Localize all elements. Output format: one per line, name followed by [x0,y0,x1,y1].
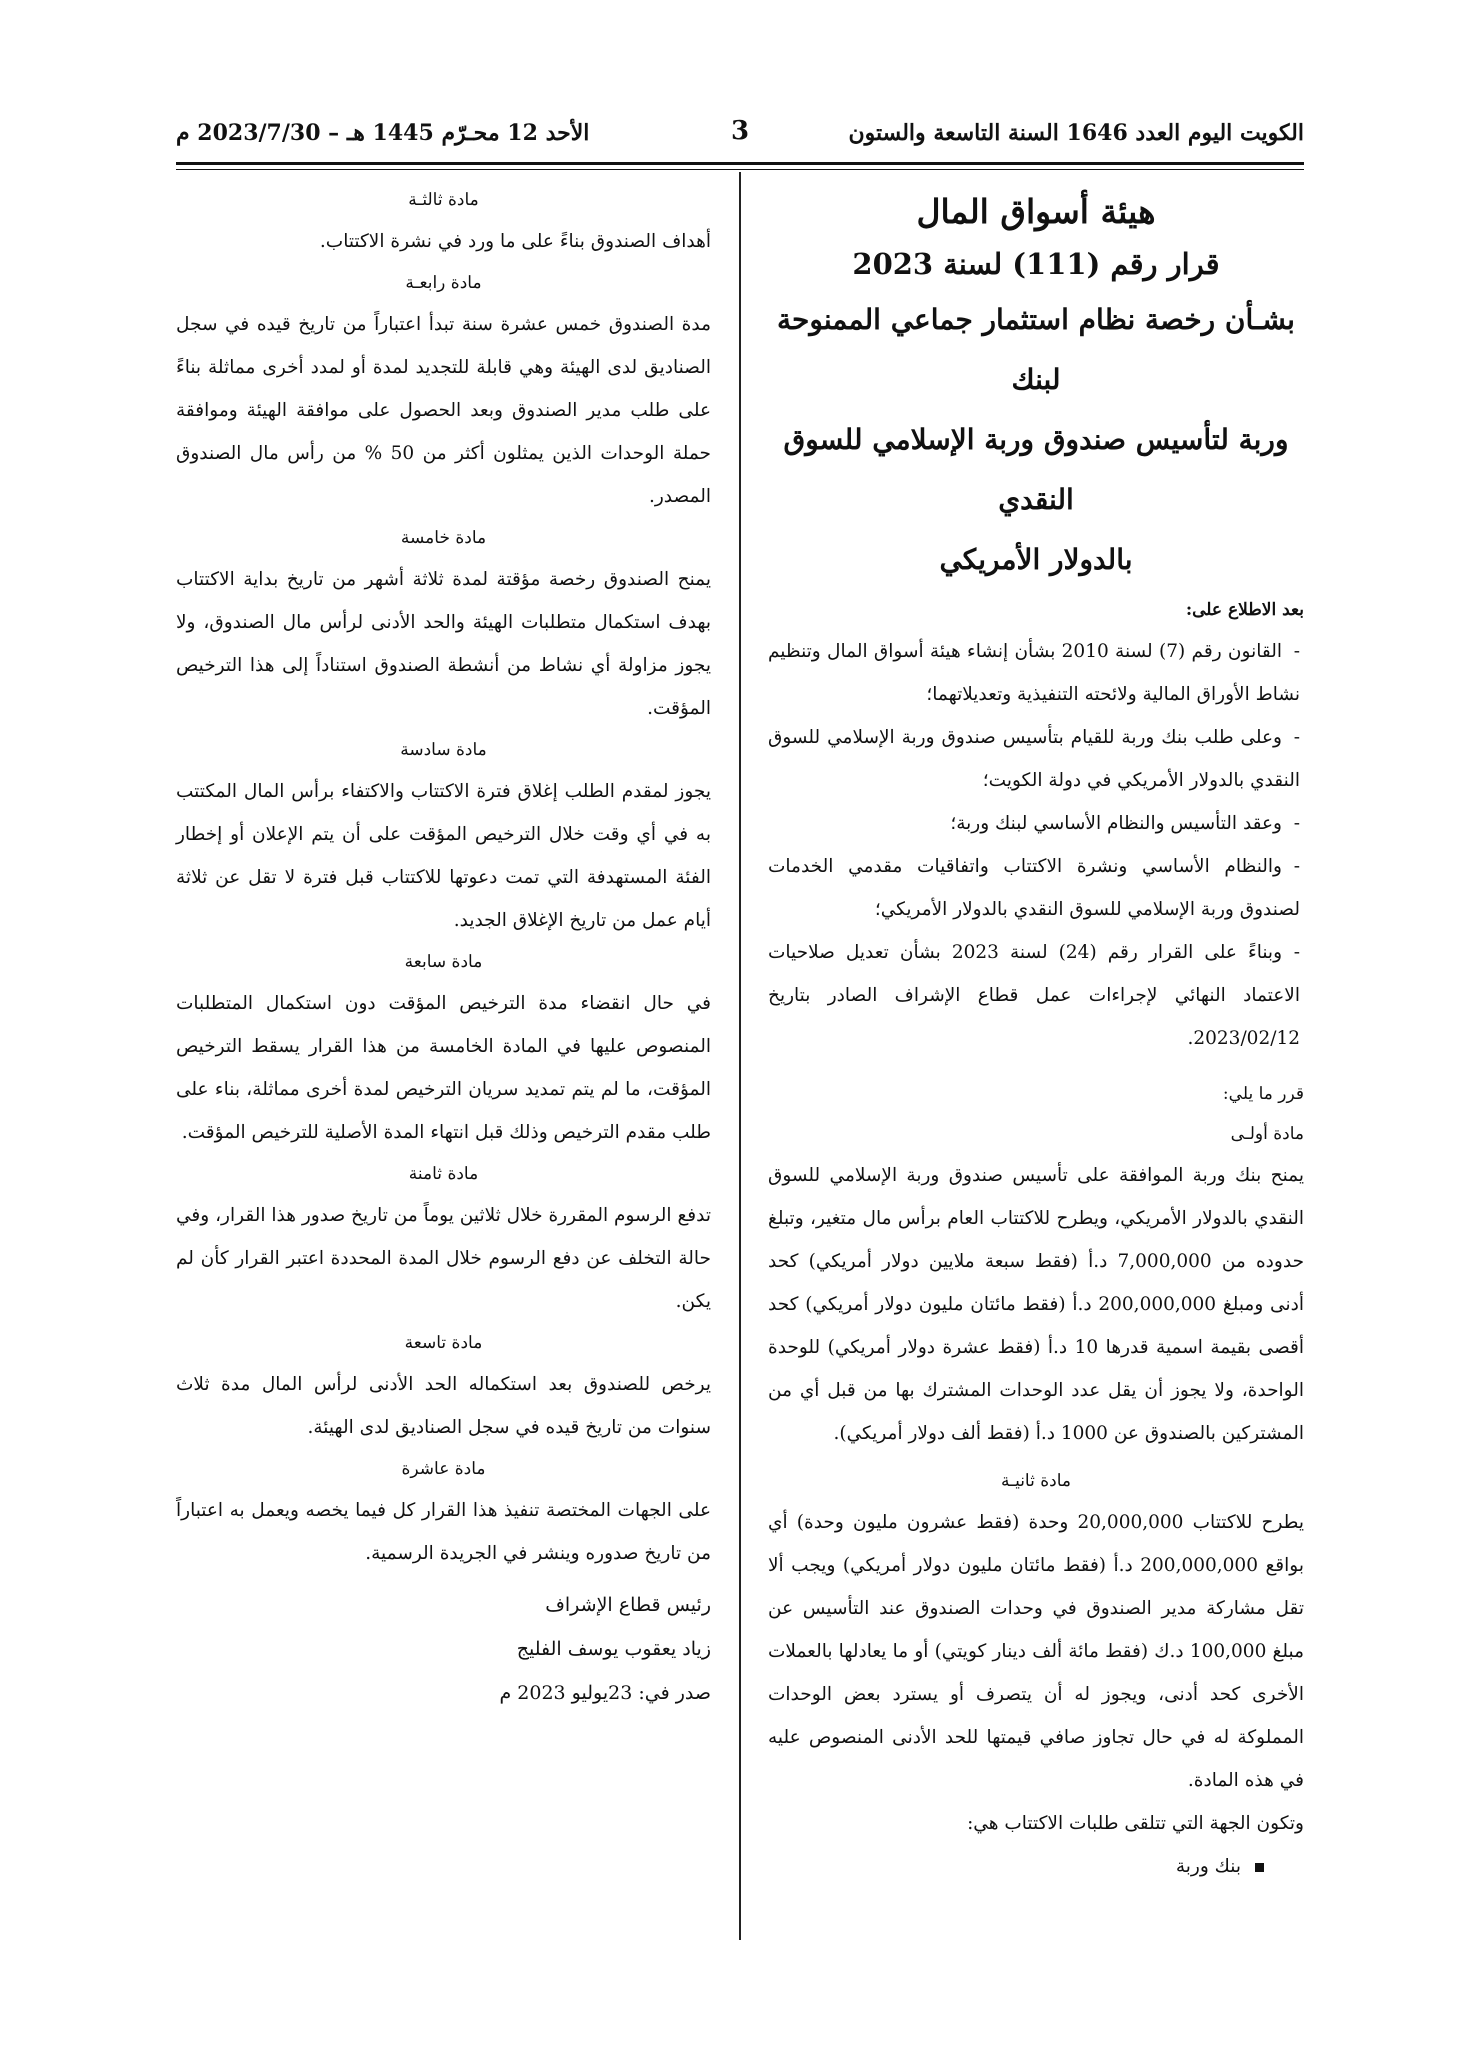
header-rule-thin [176,169,1304,170]
article-10-heading: مادة عاشرة [401,1459,486,1479]
column-divider [739,172,741,1940]
resolved-phrase: قرر ما يلي: [1222,1084,1304,1104]
article-10-text: على الجهات المختصة تنفيذ هذا القرار كل فيما يخصه ويعمل به اعتباراً من تاريخ صدوره وينشر في الجريدة الرسمية. [176,1500,711,1564]
article-3-text: أهداف الصندوق بناءً على ما ورد في نشرة الاكتتاب. [319,231,711,252]
subscriber-item: بنك وربة [768,1845,1304,1888]
newspaper-issue-info: الكويت اليوم العدد 1646 السنة التاسعة والستون [848,120,1304,146]
signatory-title: رئيس قطاع الإشراف [545,1594,711,1616]
header-rule-thick [176,162,1304,165]
square-bullet-icon [1255,1863,1264,1872]
article-6-text: يجوز لمقدم الطلب إغلاق فترة الاكتتاب والاكتفاء برأس المال المكتتب به في أي وقت خلال الترخيص المؤقت على أن يتم الإعلان أو إخطار الفئة المستهدفة التي تمت دعوتها للاكتتاب قبل فترة لا تقل عن ثلاثة أيام عمل من تاريخ الإغلاق الجديد. [176,781,711,931]
subject-line-1: بشـأن رخصة نظام استثمار جماعي الممنوحة لبنك [777,303,1295,396]
article-1-heading: مادة أولـى [1230,1124,1304,1144]
issue-date-signature: صدر في: 23يوليو 2023 م [499,1682,711,1704]
preamble-item: -وعلى طلب بنك وربة للقيام بتأسيس صندوق وربة الإسلامي للسوق النقدي بالدولار الأمريكي في دولة الكويت؛ [768,727,1300,791]
page-number: 3 [730,116,750,146]
article-1-text: يمنح بنك وربة الموافقة على تأسيس صندوق وربة الإسلامي للسوق النقدي بالدولار الأمريكي، ويطرح للاكتتاب العام برأس مال متغير، وتبلغ حدوده من 7,000,000 د.أ (فقط سبعة ملايين دولار أمريكي) كحد أدنى ومبلغ 200,000,000 د.أ (فقط مائتان مليون دولار أمريكي) كحد أقصى بقيمة اسمية قدرها 10 د.أ (فقط عشرة دولار أمريكي) للوحدة الواحدة، ولا يجوز أن يقل عدد الوحدات المشترك بها من قبل أي من المشتركين بالصندوق عن 1000 د.أ (فقط ألف دولار أمريكي). [768,1165,1305,1444]
article-3-heading: مادة ثالثـة [408,190,479,210]
article-9-text: يرخص للصندوق بعد استكماله الحد الأدنى لرأس المال مدة ثلاث سنوات من تاريخ قيده في سجل الصناديق لدى الهيئة. [176,1374,711,1438]
preamble-item: -وبناءً على القرار رقم (24) لسنة 2023 بشأن تعديل صلاحيات الاعتماد النهائي لإجراءات عمل قطاع الإشراف الصادر بتاريخ 2023/02/12. [768,942,1300,1049]
signatory-name: زياد يعقوب يوسف الفليج [516,1638,711,1660]
preamble-item: -والنظام الأساسي ونشرة الاكتتاب واتفاقيات مقدمي الخدمات لصندوق وربة الإسلامي للسوق النقدي بالدولار الأمريكي؛ [768,856,1300,920]
article-5-heading: مادة خامسة [400,528,487,548]
issue-date: الأحد 12 محـرّم 1445 هـ – 2023/7/30 م [176,120,590,146]
article-4-text: مدة الصندوق خمس عشرة سنة تبدأ اعتباراً من تاريخ قيده في سجل الصناديق لدى الهيئة وهي قابلة للتجديد لمدة أو لمدد أخرى مماثلة بناءً على طلب مدير الصندوق وبعد الحصول على موافقة الهيئة وموافقة حملة الوحدات الذين يمثلون أكثر من 50 % من رأس مال الصندوق المصدر. [176,314,711,507]
article-8-heading: مادة ثامنة [408,1164,479,1184]
preamble-item: -وعقد التأسيس والنظام الأساسي لبنك وربة؛ [950,813,1300,834]
right-column [768,180,1304,1888]
page-header [176,112,1304,162]
left-column [176,180,711,1715]
article-7-text: في حال انقضاء مدة الترخيص المؤقت دون استكمال المتطلبات المنصوص عليها في المادة الخامسة من هذا القرار يسقط الترخيص المؤقت، ما لم يتم تمديد سريان الترخيص لمدة أخرى مماثلة، بناء على طلب مقدم الترخيص وذلك قبل انتهاء المدة الأصلية للترخيص المؤقت. [176,993,711,1143]
article-8-text: تدفع الرسوم المقررة خلال ثلاثين يوماً من تاريخ صدور هذا القرار، وفي حالة التخلف عن دفع الرسوم خلال المدة المحددة اعتبر القرار كأن لم يكن. [176,1205,711,1312]
subject-line-2: وربة لتأسيس صندوق وربة الإسلامي للسوق النقدي [783,423,1289,516]
subscriber-intro: وتكون الجهة التي تتلقى طلبات الاكتتاب هي: [967,1813,1304,1834]
article-9-heading: مادة تاسعة [404,1333,483,1353]
article-7-heading: مادة سابعة [404,952,483,972]
article-5-text: يمنح الصندوق رخصة مؤقتة لمدة ثلاثة أشهر من تاريخ بداية الاكتتاب بهدف استكمال متطلبات الهيئة والحد الأدنى لرأس مال الصندوق، ولا يجوز مزاولة أي نشاط من أنشطة الصندوق استناداً إلى هذا الترخيص المؤقت. [176,569,711,719]
authority-name: هيئة أسواق المال [916,192,1156,231]
subject-line-3: بالدولار الأمريكي [939,543,1133,576]
decision-title: قرار رقم (111) لسنة 2023 [852,247,1220,281]
preamble-intro: بعد الاطلاع على: [1185,600,1304,620]
preamble-item: -القانون رقم (7) لسنة 2010 بشأن إنشاء هيئة أسواق المال وتنظيم نشاط الأوراق المالية ولائحته التنفيذية وتعديلاتهما؛ [768,641,1300,705]
article-4-heading: مادة رابعـة [405,273,482,293]
article-6-heading: مادة سادسة [400,740,487,760]
article-2-text: يطرح للاكتتاب 20,000,000 وحدة (فقط عشرون مليون وحدة) أي بواقع 200,000,000 د.أ (فقط مائتان مليون دولار أمريكي) ويجب ألا تقل مشاركة مدير الصندوق في وحدات الصندوق عند التأسيس عن مبلغ 100,000 د.ك (فقط مائة ألف دينار كويتي) أو ما يعادلها بالعملات الأخرى كحد أدنى، ويجوز له أن يتصرف أو يسترد بعض الوحدات المملوكة له في حال تجاوز صافي قيمتها للحد الأدنى المنصوص عليه في هذه المادة. [768,1512,1305,1791]
article-2-heading: مادة ثانيـة [1000,1471,1072,1491]
